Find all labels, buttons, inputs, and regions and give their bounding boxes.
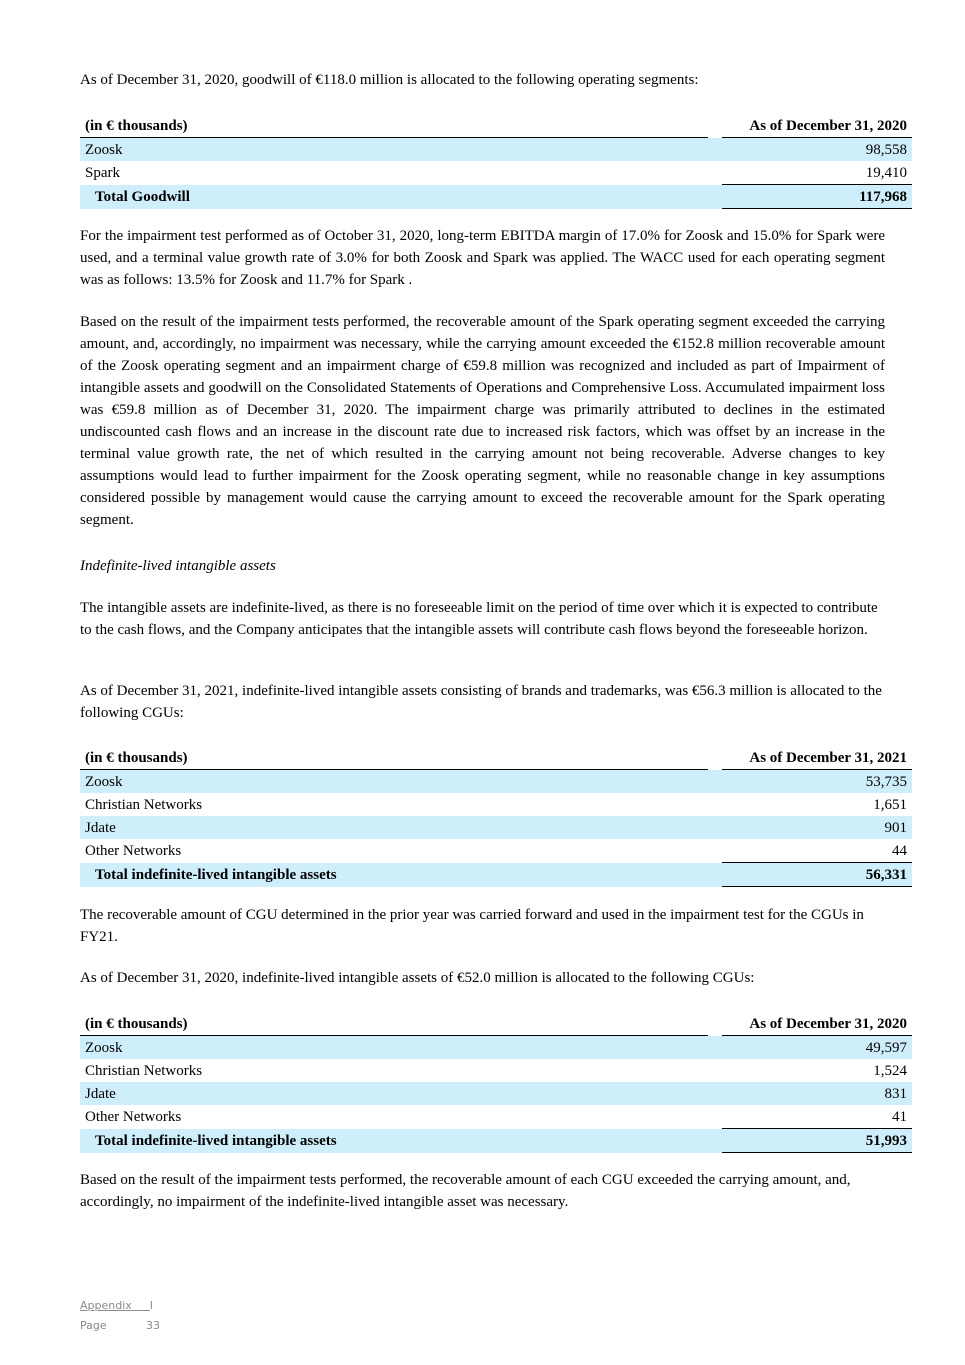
table-row bbox=[80, 816, 912, 839]
table-header-row bbox=[80, 746, 912, 770]
row-label: Zoosk bbox=[80, 1036, 708, 1060]
impairment-result-paragraph: Based on the result of the impairment tests performed, the recoverable amount of the Spark operating segment exceeded the carrying amount, and, accordingly, no impairment was necessary, while the carrying amount exceeded the €152.8 million recoverable amount of the Zoosk operating segment and an impairment charge of €59.8 million was recognized and included as part of Impairment of intangible assets and goodwill on the Consolidated Statements of Operations and Comprehensive Loss. Accumulated impairment loss was €59.8 million as of December 31, 2020. The impairment charge was primarily attributed to declines in the estimated undiscounted cash flows and an increase in the discount rate due to increased risk factors, which was offset by an increase in the terminal value growth rate, the net of which resulted in the carrying amount not being recoverable. Adverse changes to key assumptions would lead to further impairment for the Zoosk operating segment, while no reasonable change in key assumptions considered possible by management would cause the carrying amount to exceed the recoverable amount for the Spark operating segment. bbox=[80, 314, 885, 528]
table-header-row bbox=[80, 114, 912, 138]
total-value: 117,968 bbox=[722, 185, 912, 209]
row-label: Christian Networks bbox=[85, 796, 203, 813]
final-paragraph: Based on the result of the impairment tests performed, the recoverable amount of each CGU exceeded the carrying amount, and, accordingly, no impairment of the indefinite-lived intangible asset was necessary. bbox=[80, 1172, 851, 1210]
cgu-table-2021 bbox=[80, 746, 912, 887]
row-value: 41 bbox=[722, 1105, 912, 1129]
row-label: Christian Networks bbox=[85, 1062, 203, 1079]
header-value: As of December 31, 2020 bbox=[722, 1012, 912, 1036]
section-heading-indefinite: Indefinite-lived intangible assets bbox=[80, 558, 276, 574]
table-row bbox=[80, 793, 912, 816]
row-label: Jdate bbox=[80, 816, 708, 839]
footer-section-separator: I bbox=[149, 1299, 154, 1312]
goodwill-intro: As of December 31, 2020, goodwill of €118.0 million is allocated to the following operating segments: bbox=[80, 72, 699, 88]
table-row bbox=[80, 770, 912, 794]
total-row bbox=[80, 863, 912, 887]
row-label: Other Networks bbox=[85, 1108, 182, 1125]
footer-page-label: Page bbox=[80, 1319, 107, 1332]
total-row bbox=[80, 1129, 912, 1153]
total-row bbox=[80, 185, 912, 209]
page-number: 33 bbox=[146, 1319, 160, 1332]
header-label: (in € thousands) bbox=[80, 114, 708, 138]
header-value: As of December 31, 2020 bbox=[722, 114, 912, 138]
impairment-test-paragraph: For the impairment test performed as of October 31, 2020, long-term EBITDA margin of 17.0% for Zoosk and 15.0% for Spark were used, and a terminal value growth rate of 3.0% for both Zoosk and Spark was applied. The WACC used for each operating segment was as follows: 13.5% for Zoosk and 11.7% for Spark . bbox=[80, 228, 885, 288]
total-label: Total Goodwill bbox=[80, 185, 708, 209]
header-label: (in € thousands) bbox=[80, 1012, 708, 1036]
footer-section bbox=[80, 1299, 153, 1312]
row-value: 53,735 bbox=[722, 770, 912, 794]
header-label: (in € thousands) bbox=[80, 746, 708, 770]
table-row bbox=[80, 1105, 912, 1129]
table-row bbox=[80, 138, 912, 162]
table-row bbox=[80, 839, 912, 863]
table-row bbox=[80, 161, 912, 185]
row-value: 19,410 bbox=[722, 161, 912, 185]
total-label: Total indefinite-lived intangible assets bbox=[80, 1129, 708, 1153]
footer-page bbox=[80, 1319, 160, 1332]
cgu-table-2020 bbox=[80, 1012, 912, 1153]
header-value: As of December 31, 2021 bbox=[722, 746, 912, 770]
intro-2020: As of December 31, 2020, indefinite-lived intangible assets of €52.0 million is allocated to the following CGUs: bbox=[80, 970, 755, 986]
footer-section-label: Appendix bbox=[80, 1299, 132, 1312]
row-value: 831 bbox=[722, 1082, 912, 1105]
goodwill-table bbox=[80, 114, 912, 209]
row-value: 44 bbox=[722, 839, 912, 863]
table-row bbox=[80, 1036, 912, 1060]
total-value: 56,331 bbox=[722, 863, 912, 887]
carried-forward-paragraph: The recoverable amount of CGU determined in the prior year was carried forward and used in the impairment test for the CGUs in FY21. bbox=[80, 907, 864, 945]
row-label: Other Networks bbox=[85, 842, 182, 859]
table-header-row bbox=[80, 1012, 912, 1036]
row-value: 901 bbox=[722, 816, 912, 839]
row-value: 98,558 bbox=[722, 138, 912, 162]
row-label: Jdate bbox=[80, 1082, 708, 1105]
row-value: 49,597 bbox=[722, 1036, 912, 1060]
intro-2021: As of December 31, 2021, indefinite-lived intangible assets consisting of brands and trademarks, was €56.3 million is allocated to the following CGUs: bbox=[80, 683, 882, 721]
row-value: 1,651 bbox=[873, 796, 907, 813]
row-value: 1,524 bbox=[873, 1062, 907, 1079]
total-value: 51,993 bbox=[722, 1129, 912, 1153]
row-label: Zoosk bbox=[80, 138, 708, 162]
row-label: Zoosk bbox=[80, 770, 708, 794]
total-label: Total indefinite-lived intangible assets bbox=[80, 863, 708, 887]
table-row bbox=[80, 1082, 912, 1105]
row-label: Spark bbox=[85, 164, 120, 181]
table-row bbox=[80, 1059, 912, 1082]
indefinite-paragraph: The intangible assets are indefinite-lived, as there is no foreseeable limit on the period of time over which it is expected to contribute to the cash flows, and the Company anticipates that the intangible assets will contribute cash flows beyond the foreseeable horizon. bbox=[80, 600, 878, 638]
